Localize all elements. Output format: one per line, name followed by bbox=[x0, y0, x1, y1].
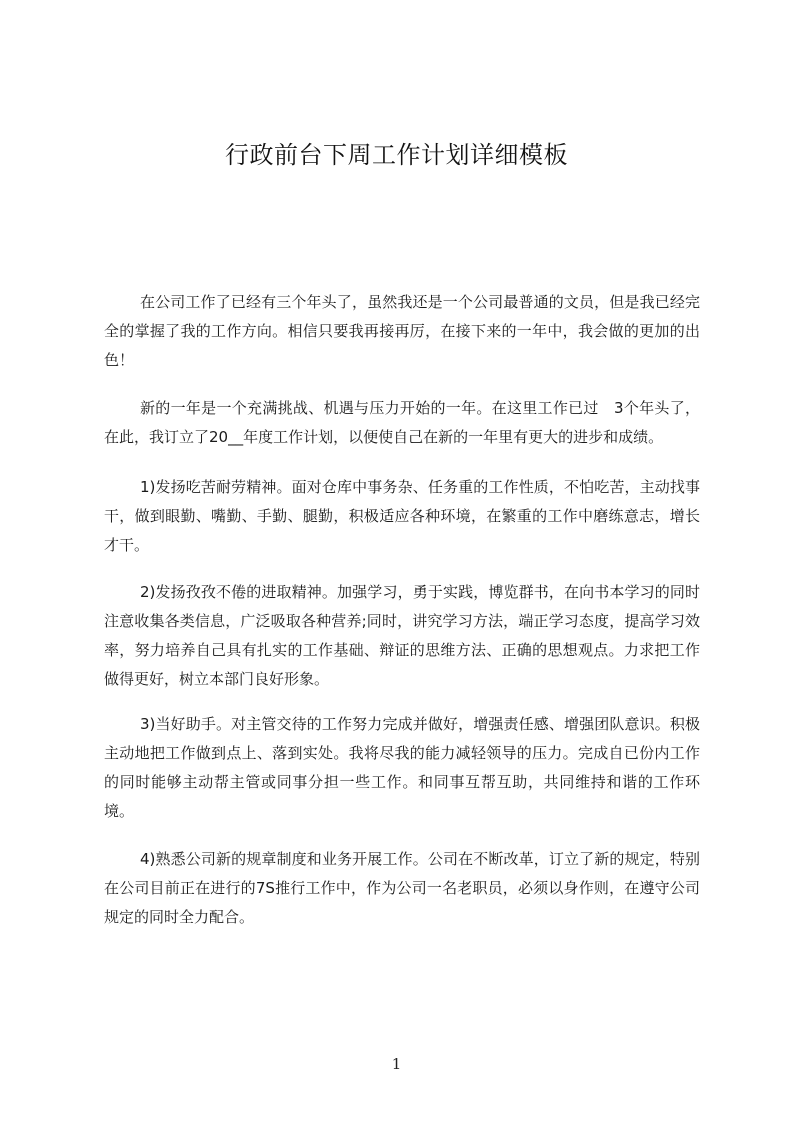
paragraph-text: 在公司工作了已经有三个年头了，虽然我还是一个公司最普通的文员，但是我已经完全的掌握了我的工作方向。相信只要我再接再厉，在接下来的一年中，我会做的更加的出色！ bbox=[104, 293, 700, 369]
page-number: 1 bbox=[391, 1055, 402, 1073]
paragraph-text: 1)发扬吃苦耐劳精神。面对仓库中事务杂、任务重的工作性质，不怕吃苦，主动找事干，做到眼勤、嘴勤、手勤、腿勤，积极适应各种环境，在繁重的工作中磨练意志，增长才干。 bbox=[104, 478, 700, 554]
paragraph-item-2 bbox=[104, 578, 700, 694]
paragraph-item-3 bbox=[104, 710, 700, 826]
paragraph-new-year bbox=[104, 394, 700, 452]
paragraph-text: 3)当好助手。对主管交待的工作努力完成并做好，增强责任感、增强团队意识。积极主动地把工作做到点上、落到实处。我将尽我的能力减轻领导的压力。完成自已份内工作的同时能够主动帮主管或同事分担一些工作。和同事互帮互助，共同维持和谐的工作环境。 bbox=[104, 715, 700, 820]
paragraph-item-1 bbox=[104, 473, 700, 560]
paragraph-text: 4)熟悉公司新的规章制度和业务开展工作。公司在不断改革，订立了新的规定，特别在公司目前正在进行的7S推行工作中，作为公司一名老职员，必须以身作则，在遵守公司规定的同时全力配合。 bbox=[104, 850, 700, 926]
paragraph-text: 新的一年是一个充满挑战、机遇与压力开始的一年。在这里工作已过 3个年头了，在此，我订立了20__年度工作计划，以便使自己在新的一年里有更大的进步和成绩。 bbox=[104, 399, 700, 446]
paragraph-text: 2)发扬孜孜不倦的进取精神。加强学习，勇于实践，博览群书，在向书本学习的同时注意收集各类信息，广泛吸取各种营养;同时，讲究学习方法，端正学习态度，提高学习效率，努力培养自己具有扎实的工作基础、辩证的思维方法、正确的思想观点。力求把工作做得更好，树立本部门良好形象。 bbox=[104, 583, 700, 688]
paragraph-intro bbox=[104, 288, 700, 375]
paragraph-item-4 bbox=[104, 845, 700, 932]
document-title: 行政前台下周工作计划详细模板 bbox=[225, 141, 568, 169]
